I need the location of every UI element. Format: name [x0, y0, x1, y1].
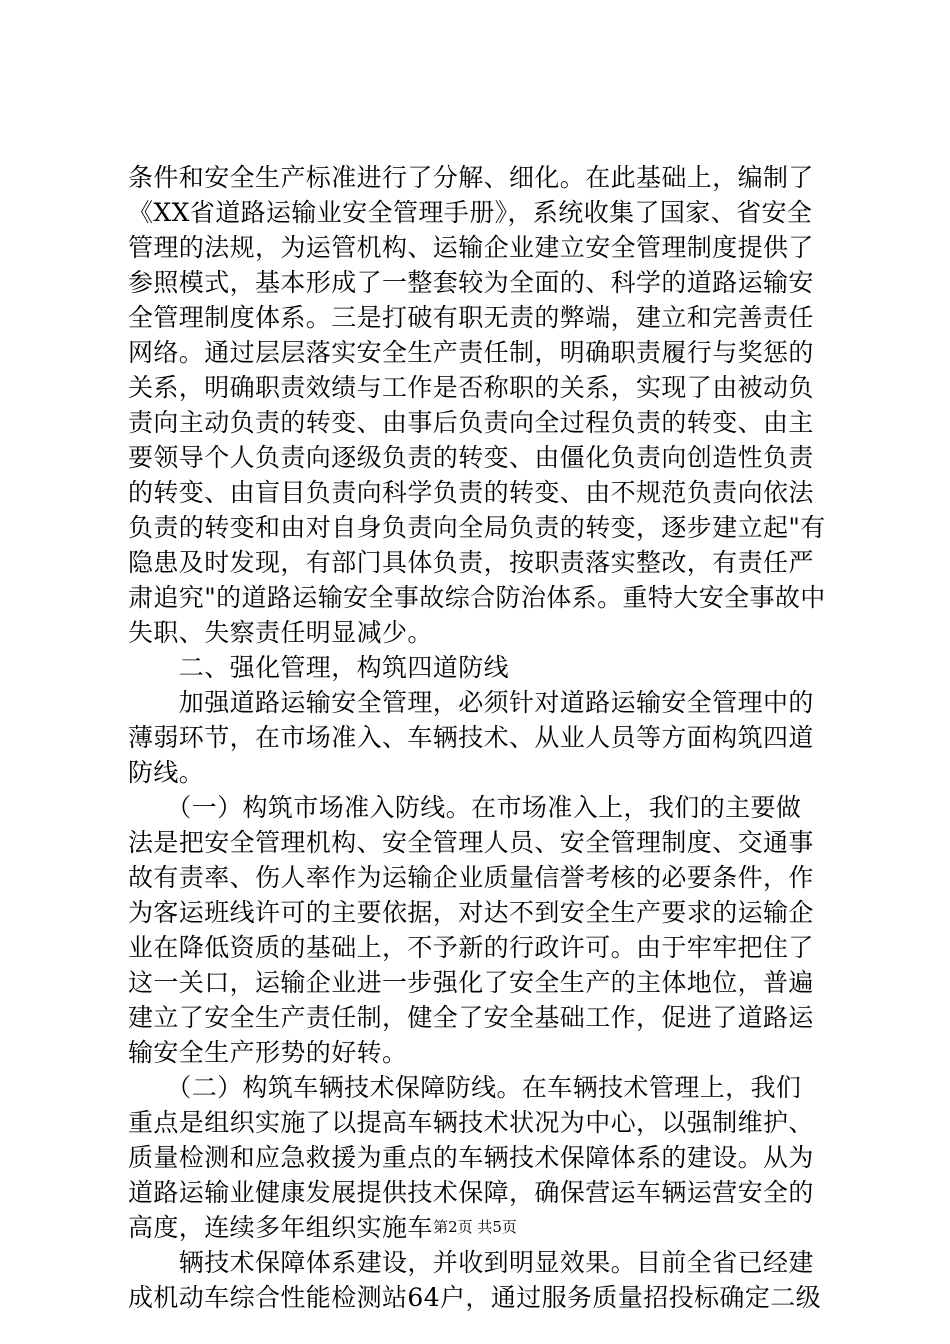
text-line: 薄弱环节，在市场准入、车辆技术、从业人员等方面构筑四道 — [128, 723, 814, 752]
text-line: 《XX省道路运输业安全管理手册》，系统收集了国家、省安全 — [128, 198, 813, 227]
text-line: 建立了安全生产责任制，健全了安全基础工作，促进了道路运 — [128, 1003, 814, 1032]
text-line: 辆技术保障体系建设，并收到明显效果。目前全省已经建 — [128, 1248, 814, 1277]
text-line: 管理的法规，为运管机构、运输企业建立安全管理制度提供了 — [128, 233, 814, 262]
text-line: 高度，连续多年组织实施车 — [128, 1213, 433, 1242]
text-line: 的转变、由盲目负责向科学负责的转变、由不规范负责向依法 — [128, 478, 814, 507]
text-line: 肃追究"的道路运输安全事故综合防治体系。重特大安全事故中 — [128, 583, 826, 612]
text-line: 全管理制度体系。三是打破有职无责的弊端，建立和完善责任 — [128, 303, 814, 332]
document-body — [128, 160, 828, 1315]
text-line: 条件和安全生产标准进行了分解、细化。在此基础上，编制了 — [128, 163, 814, 192]
text-line: 输安全生产形势的好转。 — [128, 1038, 408, 1067]
text-line: 隐患及时发现，有部门具体负责，按职责落实整改，有责任严 — [128, 548, 814, 577]
text-line: 失职、失察责任明显减少。 — [128, 618, 433, 647]
text-line: 网络。通过层层落实安全生产责任制，明确职责履行与奖惩的 — [128, 338, 814, 367]
page-footer: 第2页 共5页 — [433, 1218, 517, 1236]
text-line: 法是把安全管理机构、安全管理人员、安全管理制度、交通事 — [128, 828, 814, 857]
text-line: 道路运输业健康发展提供技术保障，确保营运车辆运营安全的 — [128, 1178, 814, 1207]
text-line: 这一关口，运输企业进一步强化了安全生产的主体地位，普遍 — [128, 968, 814, 997]
text-line: （二）构筑车辆技术保障防线。在车辆技术管理上，我们 — [128, 1073, 802, 1102]
text-line: 加强道路运输安全管理，必须针对道路运输安全管理中的 — [128, 688, 814, 717]
text-line: 关系，明确职责效绩与工作是否称职的关系，实现了由被动负 — [128, 373, 814, 402]
text-line: 为客运班线许可的主要依据，对达不到安全生产要求的运输企 — [128, 898, 814, 927]
text-line: 故有责率、伤人率作为运输企业质量信誉考核的必要条件，作 — [128, 863, 814, 892]
text-line: 参照模式，基本形成了一整套较为全面的、科学的道路运输安 — [128, 268, 814, 297]
text-line: 负责的转变和由对自身负责向全局负责的转变，逐步建立起"有 — [128, 513, 826, 542]
text-line: 质量检测和应急救援为重点的车辆技术保障体系的建设。从为 — [128, 1143, 814, 1172]
text-line: 业在降低资质的基础上，不予新的行政许可。由于牢牢把住了 — [128, 933, 814, 962]
text-line: （一）构筑市场准入防线。在市场准入上，我们的主要做 — [128, 793, 802, 822]
text-line: 要领导个人负责向逐级负责的转变、由僵化负责向创造性负责 — [128, 443, 814, 472]
text-line: 责向主动负责的转变、由事后负责向全过程负责的转变、由主 — [128, 408, 814, 437]
text-line: 重点是组织实施了以提高车辆技术状况为中心，以强制维护、 — [128, 1108, 814, 1137]
text-line: 成机动车综合性能检测站64户，通过服务质量招投标确定二级 — [128, 1283, 822, 1312]
text-line: 防线。 — [128, 758, 205, 787]
text-line: 二、强化管理，构筑四道防线 — [128, 653, 510, 682]
